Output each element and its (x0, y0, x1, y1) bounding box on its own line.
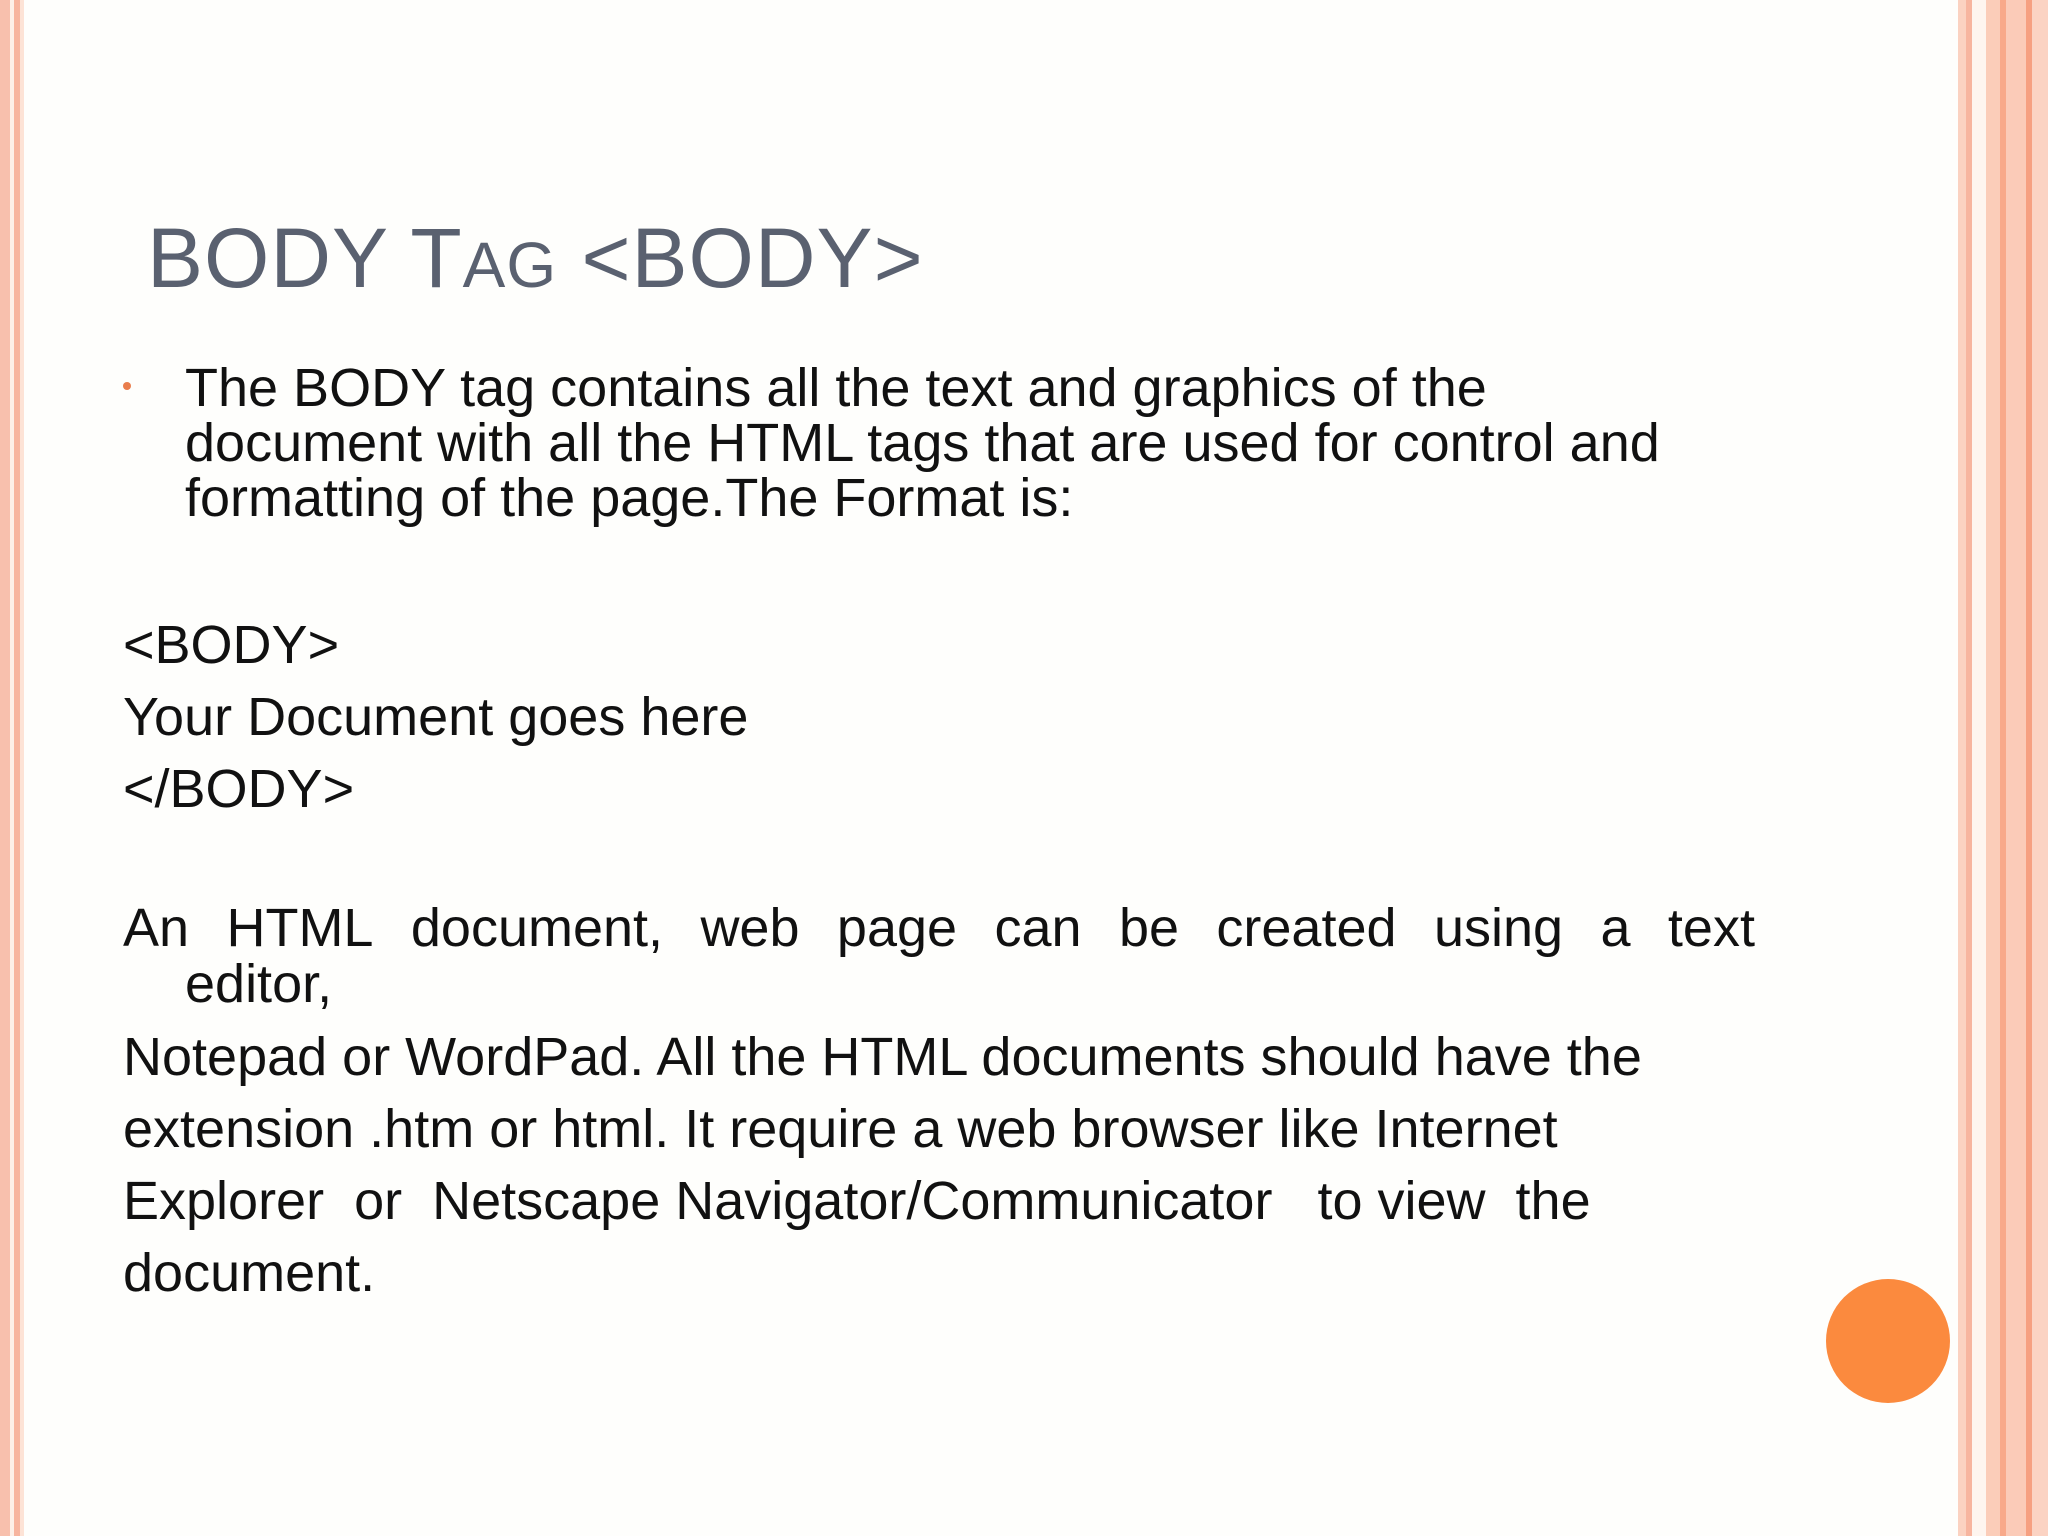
bullet-line: formatting of the page.The Format is: (185, 468, 1074, 528)
right-border-stripe (2006, 0, 2026, 1536)
paragraph-line: extension .htm or html. It require a web browser like Internet (123, 1099, 1558, 1159)
code-line-close-tag: </BODY> (123, 759, 355, 819)
code-line-open-tag: <BODY> (123, 615, 340, 675)
bullet-dot-icon (123, 382, 131, 390)
word: be (1118, 898, 1180, 958)
left-border-stripe (0, 0, 10, 1536)
word: using (1433, 898, 1564, 958)
code-line-content: Your Document goes here (123, 687, 749, 747)
bullet-line: The BODY tag contains all the text and graphics of the (185, 358, 1487, 418)
word: document, (410, 898, 664, 958)
paragraph-line: Notepad or WordPad. All the HTML documents should have the (123, 1027, 1642, 1087)
right-border-stripe (2032, 0, 2048, 1536)
browser-paragraph (123, 1021, 1642, 1309)
bullet-line: document with all the HTML tags that are used for control and (185, 413, 1660, 473)
orange-circle-decoration (1826, 1279, 1950, 1403)
body-format-example (123, 609, 748, 825)
right-border-stripe (1986, 0, 2000, 1536)
paragraph-line: editor, (185, 954, 333, 1014)
paragraph-line: Explorer or Netscape Navigator/Communicator to view the (123, 1171, 1591, 1231)
slide-title (147, 210, 924, 307)
right-border-stripe (1972, 0, 1986, 1536)
word: can (994, 898, 1082, 958)
title-small-caps: AG (462, 229, 558, 301)
left-border-stripe (20, 0, 24, 1536)
word: web (700, 898, 800, 958)
word: a (1600, 898, 1631, 958)
title-main: BODY T (147, 211, 463, 305)
word: An (123, 898, 190, 958)
word: HTML (226, 898, 374, 958)
word: created (1216, 898, 1397, 958)
right-border-stripe (1958, 0, 1966, 1536)
word: page (836, 898, 958, 958)
paragraph-line: document. (123, 1243, 376, 1303)
bullet-paragraph (185, 358, 1745, 528)
title-rest: <BODY> (557, 211, 924, 305)
word: text (1667, 898, 1755, 958)
editor-paragraph (123, 900, 1755, 1012)
justified-line (123, 900, 1755, 956)
